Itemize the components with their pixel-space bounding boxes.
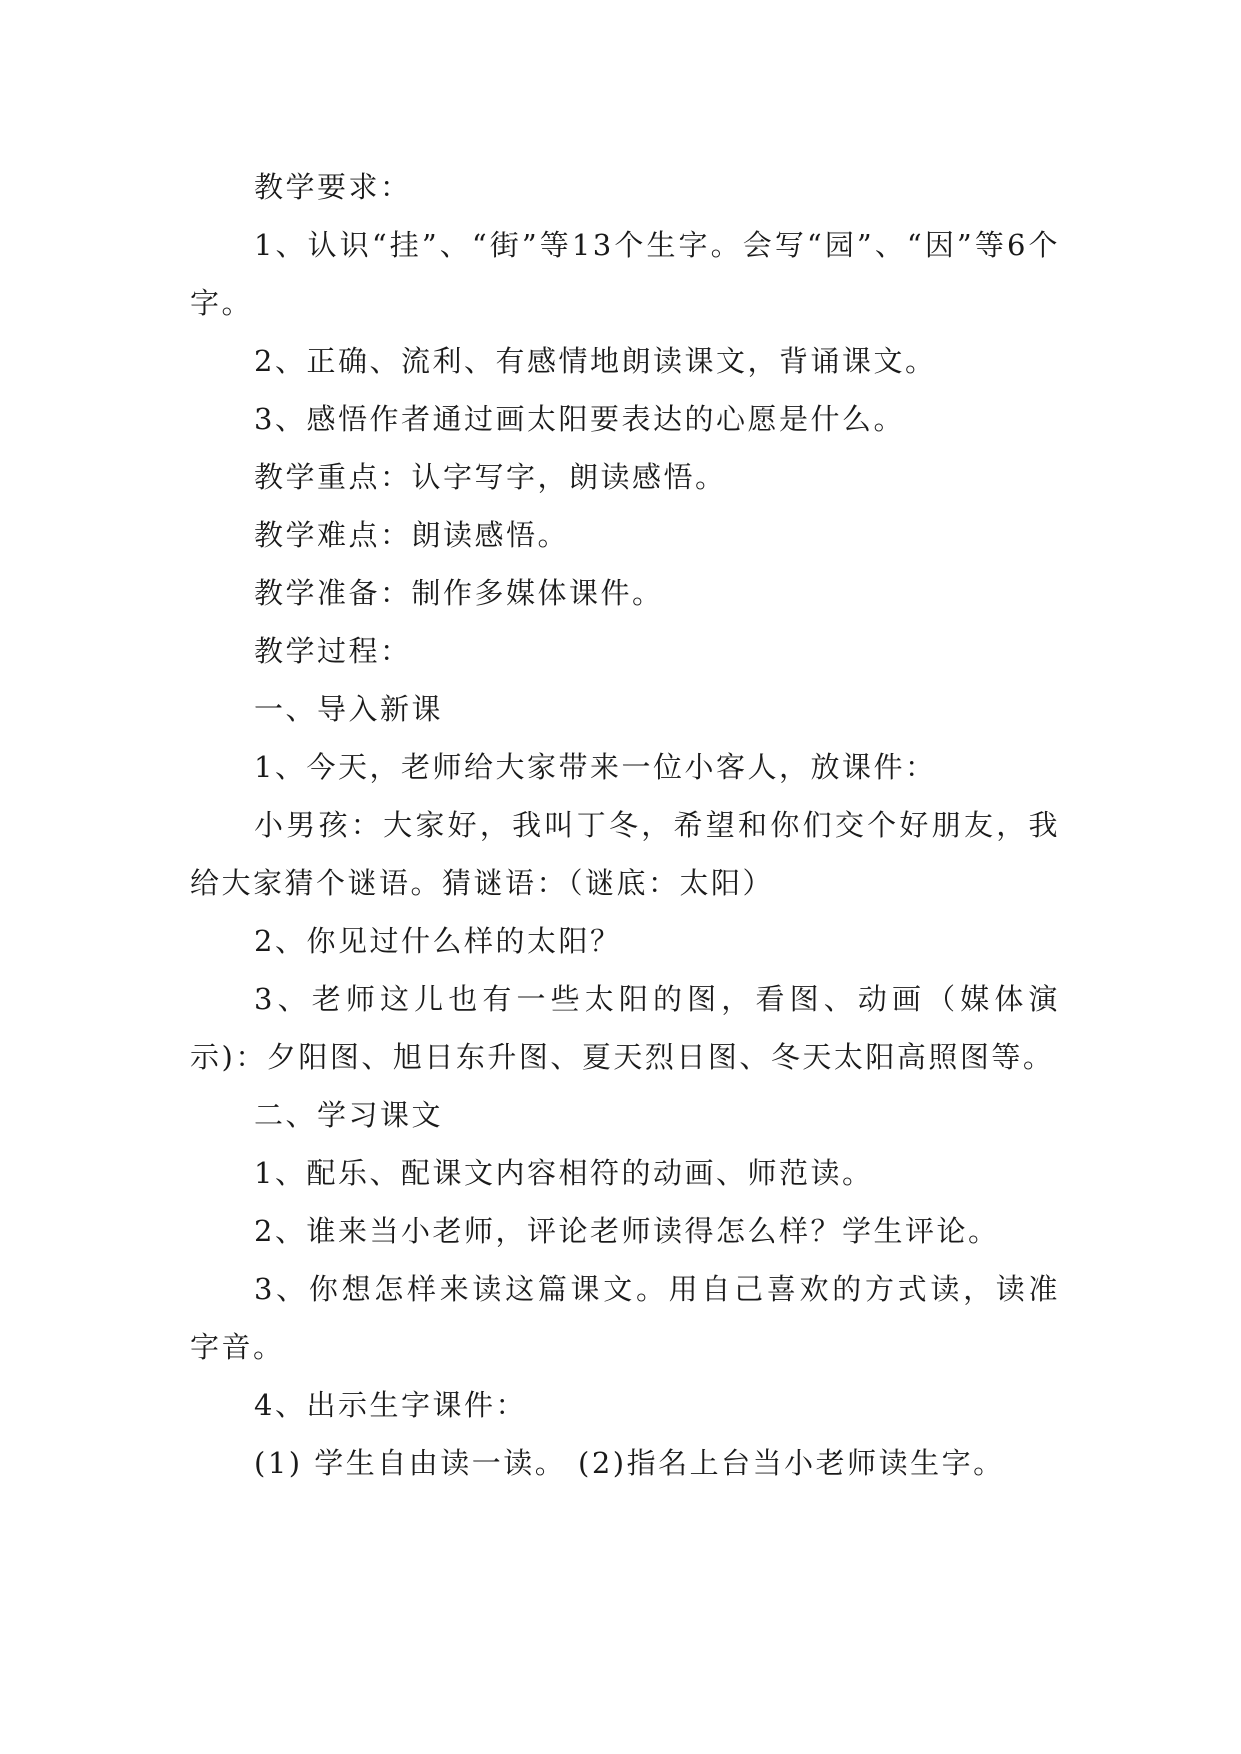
requirement-item-2: 2、正确、流利、有感情地朗读课文，背诵课文。: [254, 344, 937, 378]
teaching-preparation: 教学准备：制作多媒体课件。: [254, 576, 664, 610]
teaching-focus: 教学重点：认字写字，朗读感悟。: [254, 460, 727, 494]
teaching-difficulty: 教学难点：朗读感悟。: [254, 518, 570, 552]
learn-step-3: 3、你想怎样来读这篇课文。用自己喜欢的方式读，读准字音。: [190, 1272, 1060, 1364]
intro-dialogue: 小男孩：大家好，我叫丁冬，希望和你们交个好朋友，我给大家猜个谜语。猜谜语：（谜底：太阳）: [190, 808, 1060, 900]
requirement-item-3: 3、感悟作者通过画太阳要表达的心愿是什么。: [254, 402, 905, 436]
intro-step-2: 2、你见过什么样的太阳？: [254, 924, 622, 958]
intro-step-3: 3、老师这儿也有一些太阳的图，看图、动画（媒体演示)：夕阳图、旭日东升图、夏天烈日图、冬天太阳高照图等。: [190, 982, 1060, 1074]
learn-step-2: 2、谁来当小老师，评论老师读得怎么样？学生评论。: [254, 1214, 1000, 1248]
heading-teaching-requirements: 教学要求：: [254, 170, 412, 204]
learn-step-4: 4、出示生字课件：: [254, 1388, 527, 1422]
intro-step-1: 1、今天，老师给大家带来一位小客人，放课件：: [254, 750, 937, 784]
requirement-item-1: 1、认识“挂”、“街”等13个生字。会写“园”、“因”等6个字。: [190, 228, 1060, 320]
learn-substeps: (1) 学生自由读一读。 (2)指名上台当小老师读生字。: [254, 1446, 1005, 1480]
section-heading-learn-text: 二、学习课文: [254, 1098, 444, 1132]
heading-teaching-process: 教学过程：: [254, 634, 412, 668]
document-body: [190, 158, 1060, 1492]
learn-step-1: 1、配乐、配课文内容相符的动画、师范读。: [254, 1156, 874, 1190]
section-heading-introduction: 一、导入新课: [254, 692, 444, 726]
